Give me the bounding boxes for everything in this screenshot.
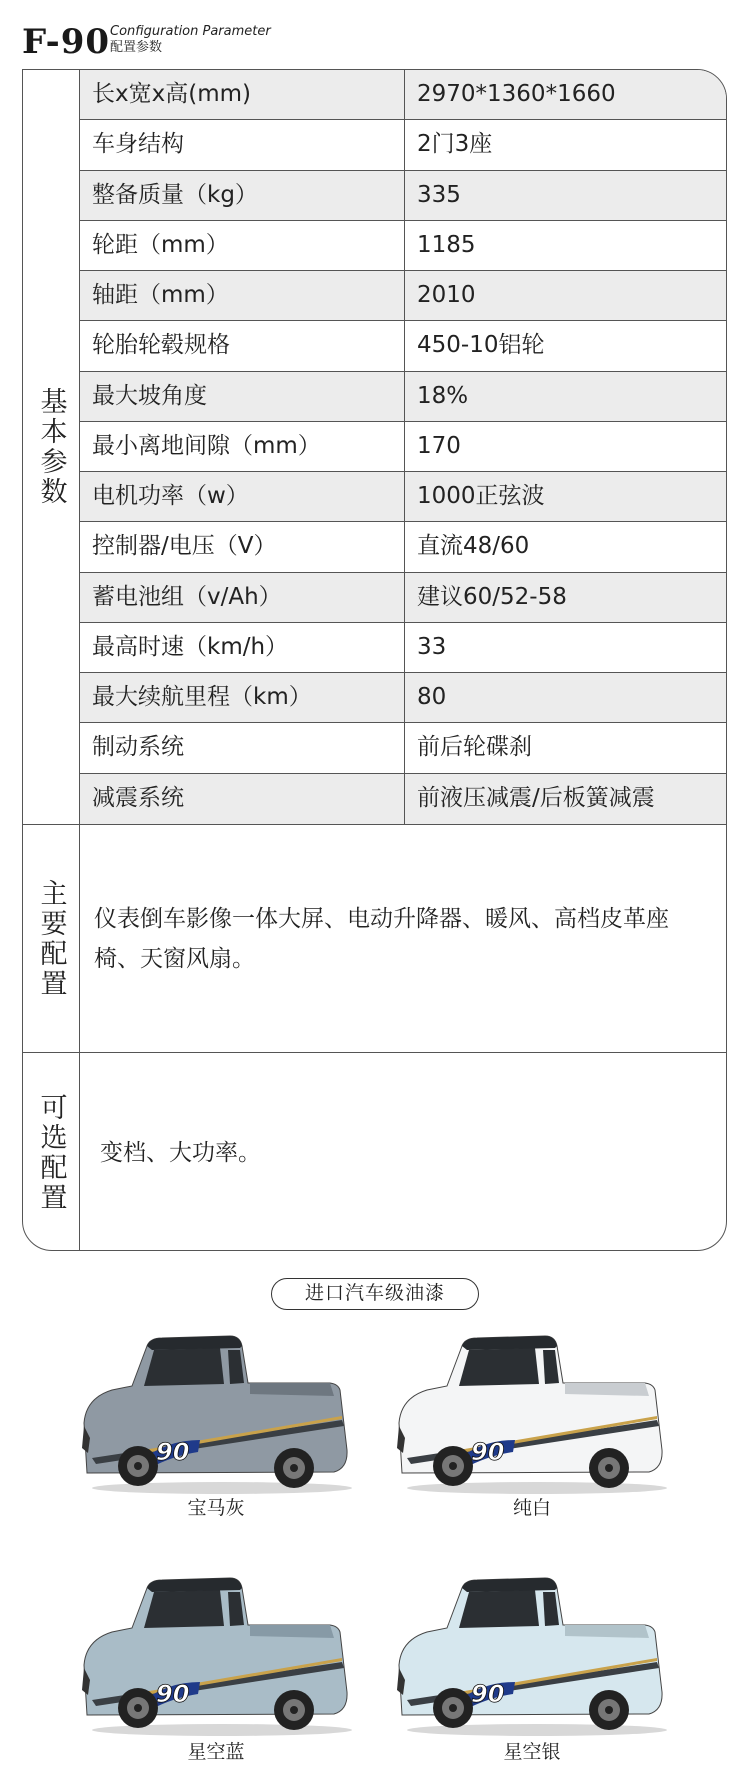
spec-value: 前液压减震/后板簧减震 [417, 784, 655, 811]
spec-value: 建议60/52-58 [417, 583, 567, 610]
subtitle-en: Configuration Parameter [110, 24, 271, 39]
spec-value: 前后轮碟刹 [417, 734, 532, 761]
svg-text:90: 90 [156, 1438, 190, 1466]
spec-value: 33 [417, 633, 447, 660]
car-illustration [72, 1328, 362, 1498]
spec-row [80, 221, 726, 271]
paint-badge: 进口汽车级油漆 [271, 1278, 479, 1310]
spec-row [80, 472, 726, 522]
spec-label: 轮距（mm） [80, 221, 405, 270]
optional-config-text: 变档、大功率。 [100, 1139, 261, 1166]
spec-label: 长x宽x高(mm) [80, 70, 405, 119]
subtitle-cn: 配置参数 [110, 40, 163, 55]
header-subtitle [110, 25, 271, 54]
spec-label: 最小离地间隙（mm） [80, 422, 405, 471]
spec-row [80, 673, 726, 723]
spec-row [80, 372, 726, 422]
spec-label: 减震系统 [80, 774, 405, 824]
spec-rows [80, 70, 726, 824]
spec-label: 车身结构 [80, 120, 405, 169]
category-main [23, 824, 80, 1052]
category-optional [23, 1052, 80, 1251]
main-config-cell [80, 824, 726, 1052]
spec-value: 1185 [417, 231, 476, 258]
spec-value: 2970*1360*1660 [417, 81, 616, 107]
spec-row [80, 70, 726, 120]
spec-row [80, 171, 726, 221]
spec-row [80, 321, 726, 371]
spec-value: 450-10铝轮 [417, 332, 545, 359]
car-image-white [387, 1328, 677, 1498]
svg-text:90: 90 [156, 1680, 190, 1708]
spec-table [22, 69, 727, 1251]
svg-text:90: 90 [471, 1438, 505, 1466]
color-label: 星空银 [503, 1741, 561, 1763]
spec-value: 18% [417, 382, 469, 409]
spec-label: 蓄电池组（v/Ah） [80, 573, 405, 622]
spec-label: 控制器/电压（V） [80, 522, 405, 571]
car-illustration [387, 1328, 677, 1498]
spec-value: 80 [417, 684, 447, 711]
car-image-silver [387, 1570, 677, 1740]
spec-label: 整备质量（kg） [80, 171, 405, 220]
color-label: 纯白 [512, 1497, 551, 1519]
optional-config-cell [80, 1052, 726, 1251]
svg-text:90: 90 [471, 1680, 505, 1708]
spec-label: 最大坡角度 [80, 372, 405, 421]
spec-row [80, 522, 726, 572]
spec-label: 轮胎轮毂规格 [80, 321, 405, 370]
spec-label: 轴距（mm） [80, 271, 405, 320]
spec-row [80, 271, 726, 321]
category-main-label: 主要配置 [35, 878, 67, 999]
spec-row [80, 120, 726, 170]
color-label: 宝马灰 [187, 1497, 245, 1519]
category-optional-label: 可选配置 [35, 1092, 67, 1213]
spec-value: 170 [417, 432, 461, 459]
spec-label: 电机功率（w） [80, 472, 405, 521]
spec-label: 最大续航里程（km） [80, 673, 405, 722]
spec-value: 335 [417, 181, 461, 208]
spec-value: 直流48/60 [417, 533, 530, 560]
spec-row [80, 422, 726, 472]
spec-label: 最高时速（km/h） [80, 623, 405, 672]
main-config-text: 仪表倒车影像一体大屏、电动升降器、暖风、高档皮革座椅、天窗风扇。 [94, 905, 669, 972]
spec-label: 制动系统 [80, 723, 405, 772]
category-basic-label: 基本参数 [35, 387, 67, 507]
spec-row [80, 723, 726, 773]
spec-row [80, 774, 726, 824]
spec-value: 2门3座 [417, 131, 493, 158]
model-title: F-90 [22, 22, 111, 62]
spec-value: 1000正弦波 [417, 483, 545, 510]
car-illustration [72, 1570, 362, 1740]
car-illustration [387, 1570, 677, 1740]
category-basic [23, 70, 80, 824]
spec-row [80, 573, 726, 623]
spec-value: 2010 [417, 282, 476, 309]
color-label: 星空蓝 [187, 1741, 245, 1763]
spec-row [80, 623, 726, 673]
car-image-gray [72, 1328, 362, 1498]
car-image-blue [72, 1570, 362, 1740]
